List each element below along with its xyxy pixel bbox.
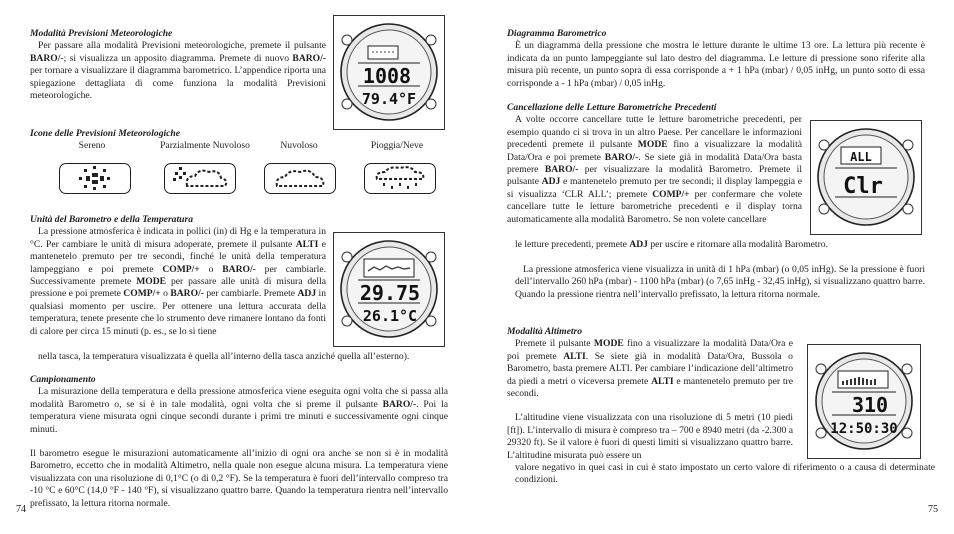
forecast-mode-section	[30, 28, 326, 102]
watch-bottom-reading: 26.1°C	[362, 307, 418, 325]
altimeter-text: Premete il pulsante MODE fino a visualizzare la modalità Data/Ora e poi premete ALTI. Se siete già in modalità Data/Ora, Bussola o Barometro, basta premere ALTI. Per cambiare l’indicazione dell’altimetro da piedi a metri o viceversa premete ALTI e mantenetelo premuto per tre secondi.	[507, 338, 793, 400]
watch-illustration-altimeter	[807, 344, 921, 459]
watch-illustration-forecast	[333, 15, 445, 130]
clear-readings-heading: Cancellazione delle Letture Barometriche Precedenti	[507, 102, 717, 113]
icon-label-sereno: Sereno	[78, 140, 106, 151]
icon-label-pioggia-neve: Pioggia/Neve	[370, 140, 424, 151]
watch-bottom-reading: Clr	[843, 174, 883, 199]
forecast-icons-section	[30, 128, 450, 140]
icon-label-parzialmente-nuvoloso: Parzialmente Nuvoloso	[160, 140, 250, 151]
watch-bottom-reading: 12:50:30	[830, 421, 898, 437]
right-page	[477, 0, 954, 534]
baro-diagram-section	[507, 28, 925, 90]
baro-diagram-text: È un diagramma della pressione che mostra le letture durante le ultime 13 ore. La lettura più recente è indicata da un punto lampeggiante sul lato destro del diagramma. Le letture di pressione sono riferite alla misura più recente, un punto sopra di essa corrisponde a + 1 hPa (mbar) / 0,05 inHg, un punto sotto di essa corrisponde a - 1 hPa (mbar) / 0,05 inHg.	[507, 40, 925, 89]
watch-top-reading: ALL	[850, 150, 872, 164]
rain-snow-icon	[364, 163, 436, 194]
watch-top-reading: 310	[851, 393, 889, 417]
watch-top-reading: 1008	[362, 64, 412, 88]
watch-bottom-reading: 79.4°F	[361, 90, 417, 108]
watch-top-reading: 29.75	[359, 281, 421, 305]
forecast-icons-heading: Icone delle Previsioni Meteorologiche	[30, 128, 181, 139]
sunny-icon	[59, 163, 131, 194]
forecast-mode-heading: Modalità Previsioni Meteorologiche	[30, 28, 173, 39]
units-heading: Unità del Barometro e della Temperatura	[30, 214, 194, 225]
sampling-section	[30, 374, 448, 510]
watch-illustration-clear	[810, 120, 922, 235]
sampling-paragraph-2: Il barometro esegue le misurazioni automaticamente all’inizio di ogni ora anche se non si è in modalità Barometro, eccetto che in modalità Altimetro, nella quale non esegue alcuna misura. La temperatura viene visualizzata con una risoluzione di 0,1°C (o di 0,2 °F). Se la temperatura è fuori dell’intervallo compreso tra -10 °C e 60°C (14,0 °F - 140 °F), si visualizzano quattro barre. Quando la temperatura rientra nell’intervallo prefissato, la lettura ritorna normale.	[30, 448, 449, 509]
cloudy-icon	[264, 163, 336, 194]
baro-diagram-heading: Diagramma Barometrico	[507, 28, 607, 39]
pressure-range-paragraph: La pressione atmosferica viene visualizza in unità di 1 hPa (mbar) (o 0,05 inHg). Se la pressione è fuori dell’intervallo 260 hPa (mbar) - 1100 hPa (mbar) (o 7,65 inHg - 32,45 inHg), si visualizzano quattro barre. Quando la pressione rientra nell’intervallo prefissato, la lettura ritorna normale.	[515, 264, 925, 300]
partly-cloudy-icon	[164, 163, 236, 194]
watch-illustration-units	[333, 232, 445, 347]
clear-readings-section	[507, 102, 802, 226]
units-section	[30, 214, 326, 338]
sampling-heading: Campionamento	[30, 374, 96, 385]
altimeter-range-text: L’altitudine viene visualizzata con una risoluzione di 5 metri (10 piedi [ft]). L’intervallo di misura è compreso tra – 700 e 8940 metri (da -2.300 a 29320 ft). Se il valore è fuori di questi limiti si visualizzano quattro barre. L’altitudine misurata può essere un	[507, 412, 793, 461]
sampling-paragraph-1: La misurazione della temperatura e della pressione atmosferica viene eseguita ogni volta che si passa alla modalità Barometro o, se si è in tale modalità, ogni volta che si preme il pulsante BARO/-. Poi la temperatura viene misurata ogni cinque secondi durante i primi tre minuti e successivamente ogni cinque minuti.	[30, 386, 448, 435]
altimeter-heading: Modalità Altimetro	[507, 326, 583, 337]
units-text-last: nella tasca, la temperatura visualizzata è quella all’interno della tasca anziché quella all’esterno).	[38, 351, 410, 362]
page-number-left: 74	[16, 503, 26, 515]
icon-label-nuvoloso: Nuvoloso	[280, 140, 318, 151]
forecast-mode-text: Per passare alla modalità Previsioni meteorologiche, premete il pulsante BARO/-; si visualizza un apposito diagramma. Premete di nuovo BARO/- per tornare a visualizzare il diagramma barometrico. L’appendice riporta una spiegazione dettagliata di come funziona la modalità Previsioni meteorologiche.	[30, 40, 327, 102]
clear-readings-text: A volte occorre cancellare tutte le letture barometriche precedenti, per esempio quando ci si trova in un altro Paese. Per cancellare le informazioni precedenti premete il pulsante MODE fino a visualizzare la modalità Data/Ora e poi premete BARO/-. Se siete già in modalità Data/Ora basta premere BARO/- per visualizzare la modalità Barometro. Premete il pulsante ADJ e mantenetelo premuto per tre secondi; il display lampeggia e si visualizza ‘CLR ALL’; premete COMP/+ per confermare che volete cancellare tutte le letture barometriche precedenti e il display torna automaticamente alla modalità Barometro. Se non volete cancellare	[507, 114, 803, 225]
page-number-right: 75	[928, 503, 938, 515]
altimeter-section	[507, 326, 793, 462]
units-text: La pressione atmosferica è indicata in pollici (in) di Hg e la temperatura in °C. Per cambiare le unità di misura adoperate, premete il pulsante ALTI e mantenetelo premuto per tre secondi, finché le unità della temperatura lampeggiano e poi premete COMP/+ o BARO/- per cambiarle. Successivamente premete MODE per passare alle unità di misura della pressione e poi premete COMP/+ o BARO/- per cambiarle. Premete ADJ in qualsiasi momento per uscire. Per ottenere una lettura accurata della temperatura, tenete presente che lo strumento deve rimanere lontano da fonti di calore per circa 15 minuti (p. es., se lo si tiene	[30, 226, 327, 337]
altimeter-last-lines: valore negativo in quei casi in cui è stato impostato un certo valore di riferimento o a causa di determinate condizioni.	[515, 462, 935, 486]
clear-readings-last-line: le letture precedenti, premete ADJ per uscire e ritornare alla modalità Barometro.	[515, 239, 828, 250]
